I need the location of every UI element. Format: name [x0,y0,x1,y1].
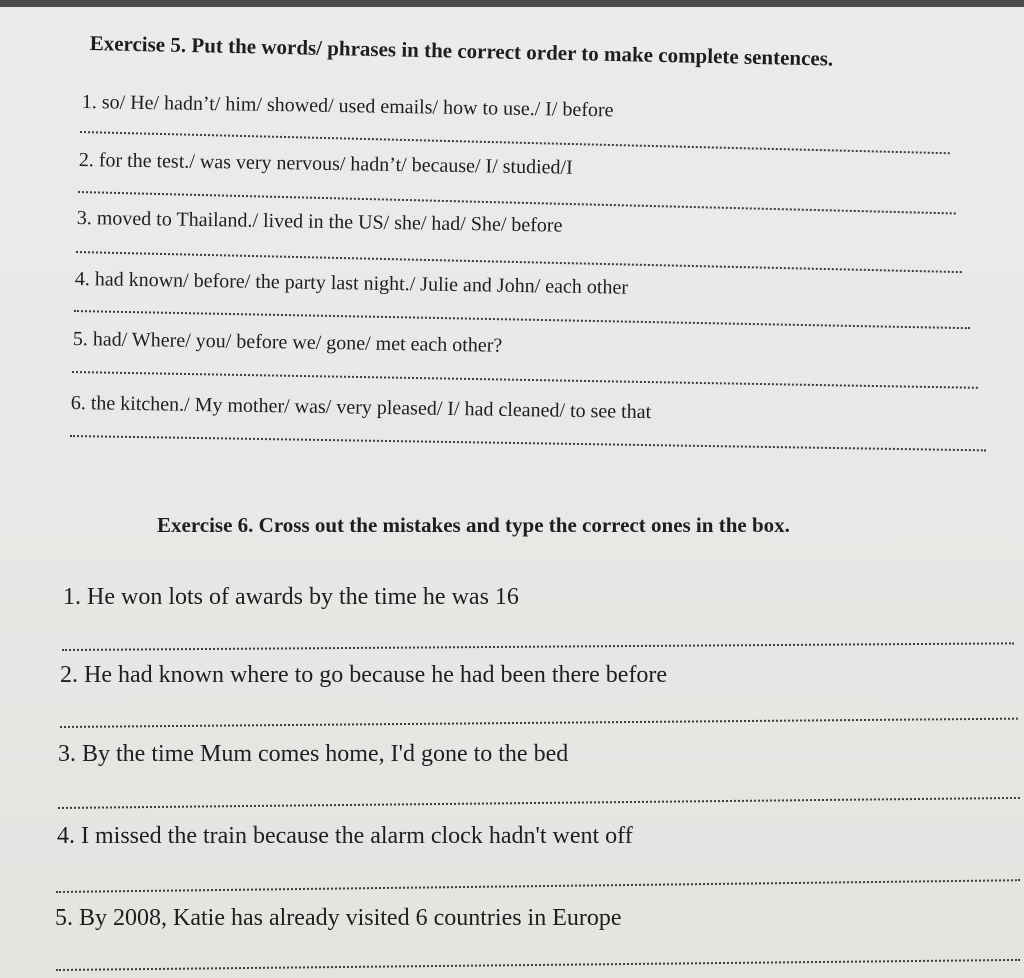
answer-line [70,435,986,451]
worksheet-page [0,7,1024,978]
answer-line [56,959,1020,971]
exercise-6-item-5: 5. By 2008, Katie has already visited 6 countries in Europe [55,905,622,931]
answer-line [72,371,978,389]
exercise-5-item-6: 6. the kitchen./ My mother/ was/ very pleased/ I/ had cleaned/ to see that [70,392,652,424]
exercise-6-item-4: 4. I missed the train because the alarm clock hadn't went off [57,823,633,849]
exercise-5-item-1: 1. so/ He/ hadn’t/ him/ showed/ used emails/ how to use./ I/ before [81,91,614,122]
answer-line [58,797,1020,809]
answer-line [56,879,1020,893]
answer-line [60,718,1018,728]
exercise-5-title: Exercise 5. Put the words/ phrases in the correct order to make complete sentences. [89,31,834,71]
exercise-6-item-3: 3. By the time Mum comes home, I'd gone to the bed [58,741,569,767]
top-edge-shadow [0,0,1024,7]
exercise-6-item-2: 2. He had known where to go because he had been there before [60,662,668,688]
exercise-6-item-1: 1. He won lots of awards by the time he was 16 [63,584,519,610]
exercise-6-title: Exercise 6. Cross out the mistakes and type the correct ones in the box. [157,513,790,537]
exercise-5-item-2: 2. for the test./ was very nervous/ hadn’t/ because/ I/ studied/I [78,149,573,179]
exercise-5-item-4: 4. had known/ before/ the party last night./ Julie and John/ each other [74,268,629,299]
exercise-5-item-3: 3. moved to Thailand./ lived in the US/ she/ had/ She/ before [76,207,563,237]
exercise-5-item-5: 5. had/ Where/ you/ before we/ gone/ met each other? [72,328,503,357]
answer-line [74,310,970,329]
answer-line [62,642,1014,651]
